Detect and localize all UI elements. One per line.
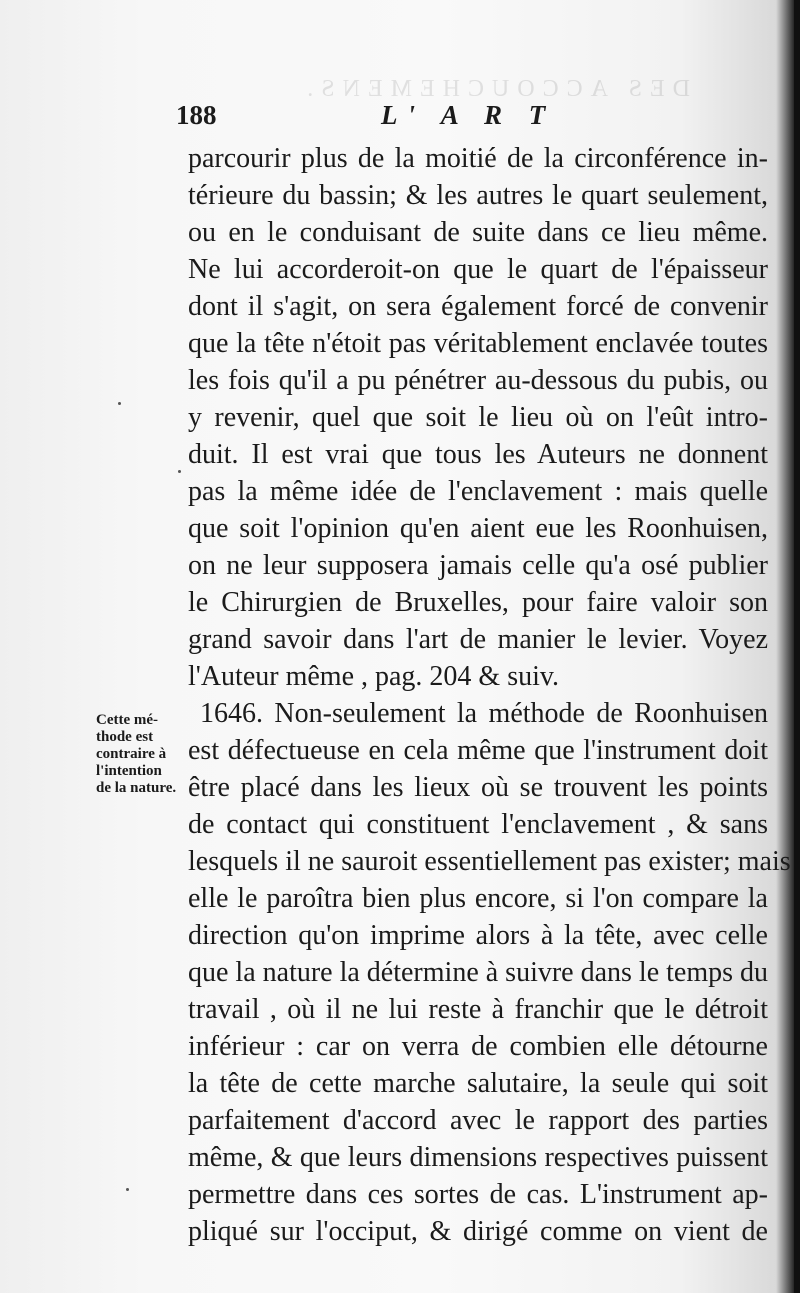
- running-head: L' A R T: [381, 100, 556, 130]
- margin-note-line: de la nature.: [96, 780, 177, 796]
- text-line: même, & que leurs dimensions respectives puissent: [188, 1142, 768, 1173]
- margin-note-line: thode est: [96, 729, 154, 745]
- text-line: que la nature la détermine à suivre dans le temps du: [188, 957, 769, 988]
- text-line: direction qu'on imprime alors à la tête, avec celle: [188, 920, 768, 951]
- text-line: permettre dans ces sortes de cas. L'instrument ap-: [188, 1179, 768, 1210]
- text-line: lesquels il ne sauroit essentiellement pas exister; mais: [188, 846, 791, 877]
- text-line: grand savoir dans l'art de manier le levier. Voyez: [188, 624, 768, 655]
- scan-edge-shadow: [794, 0, 800, 1293]
- text-line: y revenir, quel que soit le lieu où on l'eût intro-: [188, 402, 768, 433]
- text-line: on ne leur supposera jamais celle qu'a osé publier: [188, 550, 768, 581]
- text-line: la tête de cette marche salutaire, la seule qui soit: [188, 1068, 768, 1099]
- text-line: de contact qui constituent l'enclavement , & sans: [188, 809, 768, 840]
- margin-note-line: Cette mé-: [96, 712, 159, 728]
- text-line: dont il s'agit, on sera également forcé de convenir: [188, 291, 768, 322]
- text-line: travail , où il ne lui reste à franchir que le détroit: [188, 994, 768, 1025]
- ink-speck: [126, 1188, 129, 1191]
- body-text: [188, 140, 791, 1250]
- page-header: [176, 100, 556, 136]
- text-line: les fois qu'il a pu pénétrer au-dessous du pubis, ou: [188, 365, 768, 396]
- text-line: est défectueuse en cela même que l'instrument doit: [188, 735, 768, 766]
- text-line: 1646. Non-seulement la méthode de Roonhuisen: [200, 698, 768, 729]
- text-line: que soit l'opinion qu'en aient eue les Roonhuisen,: [188, 513, 768, 544]
- ink-speck: [118, 402, 121, 405]
- text-line: ou en le conduisant de suite dans ce lieu même.: [188, 217, 768, 248]
- page-number: 188: [176, 100, 217, 130]
- margin-note-line: contraire à: [96, 746, 167, 762]
- text-line: inférieur : car on verra de combien elle détourne: [188, 1031, 768, 1062]
- margin-note: [96, 712, 198, 797]
- text-line: être placé dans les lieux où se trouvent les points: [188, 772, 768, 803]
- text-line: elle le paroîtra bien plus encore, si l'on compare la: [188, 883, 768, 914]
- text-line: térieure du bassin; & les autres le quart seulement,: [188, 180, 768, 211]
- text-line: pliqué sur l'occiput, & dirigé comme on vient de: [188, 1216, 768, 1247]
- text-line: l'Auteur même , pag. 204 & suiv.: [188, 661, 560, 692]
- text-line: le Chirurgien de Bruxelles, pour faire valoir son: [188, 587, 768, 618]
- ink-speck: [178, 470, 181, 473]
- show-through-text: DES ACCOUCHEMENS.: [299, 76, 690, 102]
- text-line: que la tête n'étoit pas véritablement enclavée toutes: [188, 328, 768, 359]
- text-line: parcourir plus de la moitié de la circonférence in-: [188, 143, 768, 174]
- text-line: parfaitement d'accord avec le rapport des parties: [188, 1105, 768, 1136]
- text-line: pas la même idée de l'enclavement : mais quelle: [188, 476, 768, 507]
- text-line: duit. Il est vrai que tous les Auteurs ne donnent: [188, 439, 768, 470]
- text-line: Ne lui accorderoit-on que le quart de l'épaisseur: [188, 254, 768, 285]
- margin-note-line: l'intention: [96, 763, 162, 779]
